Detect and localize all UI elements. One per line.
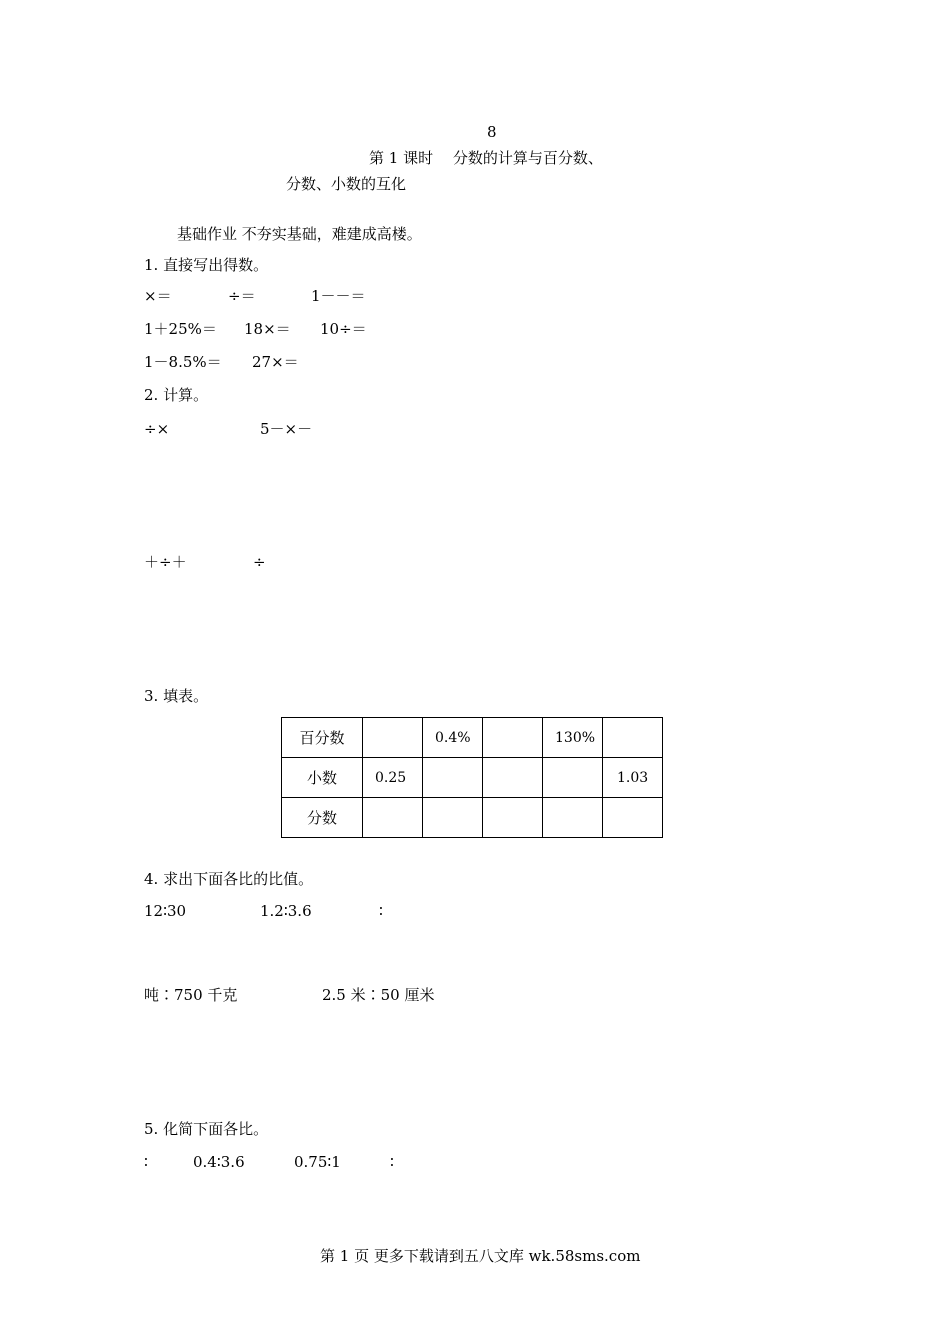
q1-item: 1－－＝ [311, 287, 366, 305]
q1-item: ×＝ [144, 287, 172, 305]
q1-item: 1＋25%＝ [144, 320, 217, 338]
table-cell [483, 718, 543, 758]
q5-item: ∶ [390, 1153, 394, 1171]
table-cell [603, 798, 663, 838]
table-row [282, 758, 663, 798]
table-row [282, 798, 663, 838]
q2-title: 2. 计算。 [144, 386, 209, 404]
table-cell: 1.03 [603, 758, 663, 798]
q5-item: 0.4∶3.6 [193, 1153, 245, 1171]
q2-item: ÷× [144, 420, 170, 438]
q3-title: 3. 填表。 [144, 687, 209, 705]
table-cell [483, 798, 543, 838]
q1-item: ÷＝ [228, 287, 256, 305]
q4-item: 2.5 米∶50 厘米 [322, 986, 435, 1004]
q1-title: 1. 直接写出得数。 [144, 256, 269, 274]
q2-item: ＋÷＋ [144, 553, 187, 571]
q1-item: 1－8.5%＝ [144, 353, 222, 371]
unit-number: 8 [487, 123, 497, 141]
row-header-percent: 百分数 [282, 718, 363, 758]
table-cell [363, 798, 423, 838]
table-cell: 0.4% [423, 718, 483, 758]
table-cell [603, 718, 663, 758]
q5-title: 5. 化简下面各比。 [144, 1120, 269, 1138]
q5-item: ∶ [144, 1153, 148, 1171]
q2-item: ÷ [253, 553, 266, 571]
table-cell [363, 718, 423, 758]
q5-item: 0.75∶1 [294, 1153, 341, 1171]
section-intro: 基础作业 不夯实基础，难建成高楼。 [177, 225, 422, 243]
table-row [282, 718, 663, 758]
table-cell [543, 758, 603, 798]
lesson-title-line1: 第 1 课时 分数的计算与百分数、 [369, 149, 603, 167]
table-cell: 0.25 [363, 758, 423, 798]
q4-item: 1.2∶3.6 [260, 902, 312, 920]
q4-title: 4. 求出下面各比的比值。 [144, 870, 314, 888]
q4-item: ∶ [379, 902, 383, 920]
q4-item: 吨∶750 千克 [144, 986, 238, 1004]
q1-item: 10÷＝ [320, 320, 367, 338]
row-header-decimal: 小数 [282, 758, 363, 798]
table-cell [423, 758, 483, 798]
q4-item: 12∶30 [144, 902, 187, 920]
q1-item: 18×＝ [244, 320, 291, 338]
conversion-table [281, 717, 663, 838]
row-header-fraction: 分数 [282, 798, 363, 838]
table-cell [543, 798, 603, 838]
table-cell [483, 758, 543, 798]
table-cell [423, 798, 483, 838]
q1-item: 27×＝ [252, 353, 299, 371]
q2-item: 5－×－ [260, 420, 313, 438]
table-cell: 130% [543, 718, 603, 758]
page-footer: 第 1 页 更多下载请到五八文库 wk.58sms.com [320, 1247, 641, 1265]
lesson-title-line2: 分数、小数的互化 [286, 175, 407, 193]
